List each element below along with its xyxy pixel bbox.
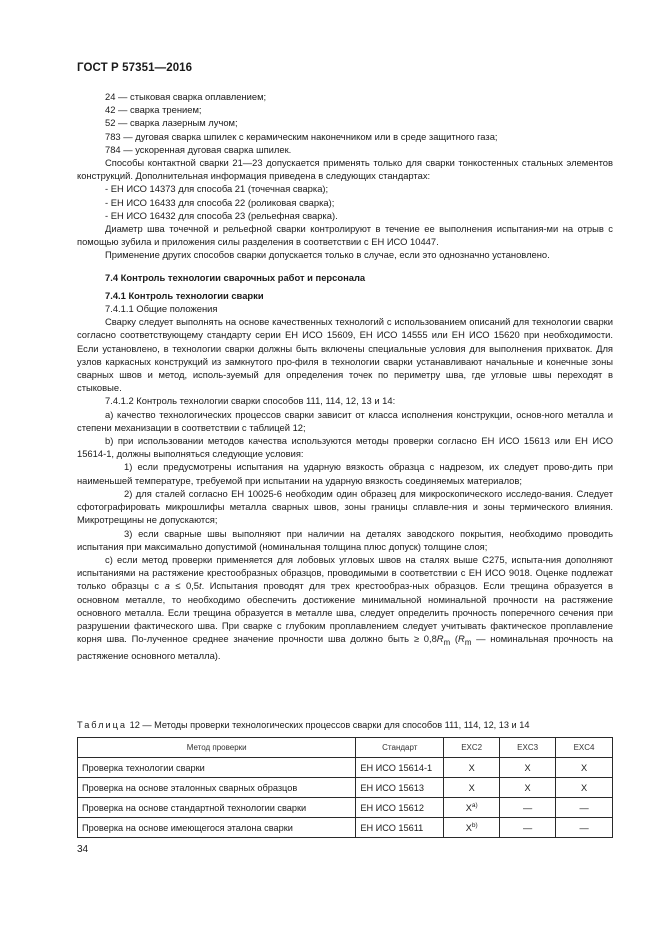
other-methods-paragraph: Применение других способов сварки допускается только в случае, если это однозначно установлено. <box>105 249 550 261</box>
methods-table <box>77 737 613 838</box>
body-text <box>77 90 613 662</box>
section-heading-7-4-1-1: 7.4.1.1 Общие положения <box>105 303 218 315</box>
table-cell: X <box>556 758 613 778</box>
list-item-a: а) качество технологических процессов сварки зависит от класса исполнения конструкции, основ-ного металла и степени механизации в соответствии с таблицей 12; <box>77 408 613 433</box>
list-item-c: c) если метод проверки применяется для лобовых угловых швов на сталях выше С275, испыта-ния дополняют испытаниями на растяжение крестообразных образцов, проводимыми в соответствии с ЕН ИСО 9018. Оценке подлежат только образцы с a ≤ 0,5t. Испытания проводят для трех крестообраз-ных образцов. Если трещина образуется в основном металле, то необходимо обеспечить достижение минимальной номинальной прочности на растяжение основного металла. Если трещина образуется в металле шва, следует определить прочность поперечного сечения при разрушении фактического шва. При сварке с глубоким проплавлением следует учитывать фактическое проплавление корня шва. По-лученное среднее значение прочности шва должно быть ≥ $0,8R_m$ ($R_m$ — номинальная прочность на растяжение основного металла). <box>77 553 614 662</box>
table-cell: — <box>500 818 556 838</box>
standard-list-item: - ЕН ИСО 16432 для способа 23 (рельефная сварка). <box>105 209 338 221</box>
contact-welding-paragraph: Способы контактной сварки 21—23 допускается применять только для сварки тонкостенных стальных элементов конструкций. Дополнительная информация приведена в следующих стандартах: <box>77 157 613 182</box>
table-cell: — <box>500 798 556 818</box>
paragraph-7-4-1-2: 7.4.1.2 Контроль технологии сварки способов 111, 114, 12, 13 и 14: <box>105 395 396 407</box>
table-cell: Проверка на основе эталонных сварных образцов <box>78 778 356 798</box>
table-cell: Проверка на основе стандартной технологии сварки <box>78 798 356 818</box>
table-header: Стандарт <box>356 738 444 758</box>
standard-list-item: - ЕН ИСО 14373 для способа 21 (точечная сварка); <box>105 183 329 195</box>
table-header: EXC4 <box>556 738 613 758</box>
sub-item-3: 3) если сварные швы выполняют при наличии на деталях заводского покрытия, необходимо проводить испытания при максимально допустимой (номинальная толщина плюс допуск) толщине слоя; <box>77 527 613 552</box>
sub-item-1: 1) если предусмотрены испытания на ударную вязкость образца с надрезом, их следует прово-дить при наименьшей температуре, требуемой при испытании на ударную вязкость соединяемых материалов; <box>77 461 613 486</box>
method-item: 42 — сварка трением; <box>105 104 202 116</box>
method-item: 52 — сварка лазерным лучом; <box>105 117 238 129</box>
table-header: EXC3 <box>500 738 556 758</box>
table-cell: ЕН ИСО 15614-1 <box>356 758 444 778</box>
table-cell: X <box>500 778 556 798</box>
table-cell: ЕН ИСО 15611 <box>356 818 444 838</box>
table-row <box>78 818 613 838</box>
table-cell: Проверка технологии сварки <box>78 758 356 778</box>
method-item: 24 — стыковая сварка оплавлением; <box>105 91 267 102</box>
section-heading-7-4: 7.4 Контроль технологии сварочных работ и персонала <box>105 271 366 283</box>
table-header: EXC2 <box>444 738 500 758</box>
list-item-b: b) при использовании методов качества используются методы проверки согласно ЕН ИСО 15613 или ЕН ИСО 15614-1, должны выполняться следующие условия: <box>77 435 613 460</box>
standard-list-item: - ЕН ИСО 16433 для способа 22 (роликовая сварка); <box>105 196 335 208</box>
diameter-paragraph: Диаметр шва точечной и рельефной сварки контролируют в течение ее выполнения испытания-ми на отрыв с помощью зубила и приложения силы разделения в соответствии с ЕН ИСО 10447. <box>77 223 613 248</box>
method-item: 783 — дуговая сварка шпилек с керамическим наконечником или в среде защитного газа; <box>105 130 498 142</box>
table-row <box>78 758 613 778</box>
table-cell: — <box>556 818 613 838</box>
table-header-row <box>78 738 613 758</box>
general-paragraph: Сварку следует выполнять на основе качественных технологий с использованием описаний для технологии сварки согласно соответствующему стандарту серии ЕН ИСО 15609, ЕН ИСО 14555 или ЕН ИСО 15620 при необходимости. Если установлено, в технологии сварки должны быть включены специальные условия для выполнения прихваток. Для узлов каркасных конструкций из замкнутого про-филя в технологии сварки устанавливают начальные и конечные зоны сварных швов и метод, исполь-зуемый для определения точек по периметру шва, где угловые швы переходят в стыковые. <box>77 316 613 394</box>
table-cell: $X^{a)}$ <box>444 798 500 818</box>
table-cell: X <box>500 758 556 778</box>
table-row <box>78 778 613 798</box>
table-cell: X <box>444 778 500 798</box>
table-cell: X <box>556 778 613 798</box>
table-cell: ЕН ИСО 15612 <box>356 798 444 818</box>
sub-item-2: 2) для сталей согласно ЕН 10025-6 необходим один образец для микроскопического исследо-вания. Следует сфотографировать микрошлифы металла сварных швов, зоны границы сплавле-ния и зоны термического влияния. Микротрещины не допускаются; <box>77 487 613 526</box>
document-header: ГОСТ Р 57351—2016 <box>77 62 193 74</box>
table-caption: Таблица 12 — Методы проверки технологических процессов сварки для способов 111, 114, 12, 13 и 14 <box>77 720 530 730</box>
table-cell: $X^{b)}$ <box>444 818 500 838</box>
table-cell: X <box>444 758 500 778</box>
table-cell: ЕН ИСО 15613 <box>356 778 444 798</box>
table-cell: Проверка на основе имеющегося эталона сварки <box>78 818 356 838</box>
method-item: 784 — ускоренная дуговая сварка шпилек. <box>105 143 292 155</box>
section-heading-7-4-1: 7.4.1 Контроль технологии сварки <box>105 289 264 301</box>
page-number: 34 <box>77 844 89 855</box>
table-header: Метод проверки <box>78 738 356 758</box>
table-cell: — <box>556 798 613 818</box>
table-row <box>78 798 613 818</box>
